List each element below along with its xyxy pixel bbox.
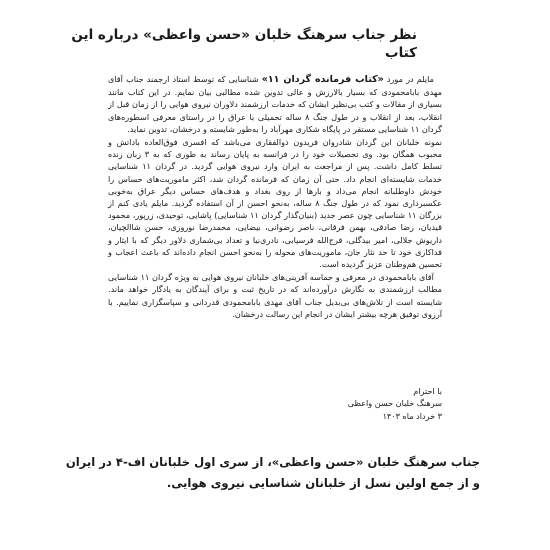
paragraph-1 [108,73,442,135]
signature-name: سرهنگ خلبان حسن واعظی [347,398,442,409]
paragraph-2: نمونه خلبانان این گردان شادروان فریدون ذوالفقاری می‌باشد که افسری فوق‌العاده باداتش و محبوب همگان بود. وی تحصیلات خود را در فرانسه به پایان رساند به طوری که به ۳ زبان زنده تسلط کامل داشت. پس از مراجعت به ایران وارد نیروی هوایی گردید. در گردان ۱۱ شناسایی خدمات شایسته‌ای انجام داد. حتی آن زمان که فرمانده گردان شد، اکثر ماموریت‌های حساس را خودش داوطلبانه انجام می‌داد و بارها از روی بغداد و هدف‌های حساس دیگر عراق به‌خوبی عکسبرداری نمود که در طول جنگ ۸ ساله، به‌نحو احسن از آن استفاده گردید. مایلم یادی کنم از بزرگان ۱۱ شناسایی چون عصر جدید (بنیان‌گذار گردان ۱۱ شناسایی) پاشایی، توحیدی، زرپور، محمود قیدیان، رضا صادقی، بهمن فرقانی، ناصر رضوانی، بیضایی، محمدرضا نوروزی، حسن شاالچیان، داریوش جلالی، امیر بیدگلی، فرج‌الله فرسیابی، نادری‌نیا و تعداد بی‌شماری دلاور دیگر که با ایثار و فداکاری خود تا حد نثار جان، ماموریت‌های محوله را به‌نحو احسن انجام داده‌اند که باعث اعجاب و تحسین هم‌وطنان عزیز گردیده است. [108,137,443,270]
page-title: نظر جناب سرهنگ خلبان «حسن واعظی» درباره این کتاب [71,27,417,61]
signature-closing: با احترام [413,386,442,396]
signature-block [250,385,442,422]
book-title-highlight: «کتاب فرمانده گردان ۱۱» [261,74,384,85]
signature-date: ۳ خرداد ماه ۱۴۰۳ [382,410,442,421]
paragraph-1-intro: مایلم در مورد [383,74,434,84]
paragraph-3: آقای بابامحمودی در معرفی و حماسه آفرینی‌های خلبانان نیروی هوایی به ویژه گردان ۱۱ شناسایی مطالب ارزشمندی به نگارش درآورده‌اند که در تاریخ ثبت و برای آیندگان به یادگار خواهد ماند. شایسته است از تلاش‌های بی‌بدیل جناب آقای مهدی بابامحمودی قدردانی و سپاسگزاری نماییم. با آرزوی توفیق هرچه بیشتر ایشان در انجام این رسالت درخشان. [108,272,442,319]
paragraph-1-text: شناسایی که توسط استاد ارجمند جناب آقای مهدی بابامحمودی که بسیار بالارزش و عالی تدوین شده مطالبی بیان نمایم. در این کتاب مانند بسیاری از مقالات و کتب بی‌نظیر ایشان که خدمات ارزشمند دلاوران نیروی هوایی را از زمان قبل از انقلاب، بعد از انقلاب و در طول جنگ ۸ ساله تحمیلی با عراق را در راستای معرفی اسطوره‌های گردان ۱۱ شناسایی مستقر در پایگاه شکاری مهرآباد را به‌طور شایسته و درخشان، تدوین نماید. [108,74,442,134]
letter-body [108,73,442,320]
footer-caption: جناب سرهنگ خلبان «حسن واعظی»، از سری اول خلبانان اف-۴ در ایران و از جمع اولین نسل از خلبانان شناسایی نیروی هوایی. [65,455,480,490]
